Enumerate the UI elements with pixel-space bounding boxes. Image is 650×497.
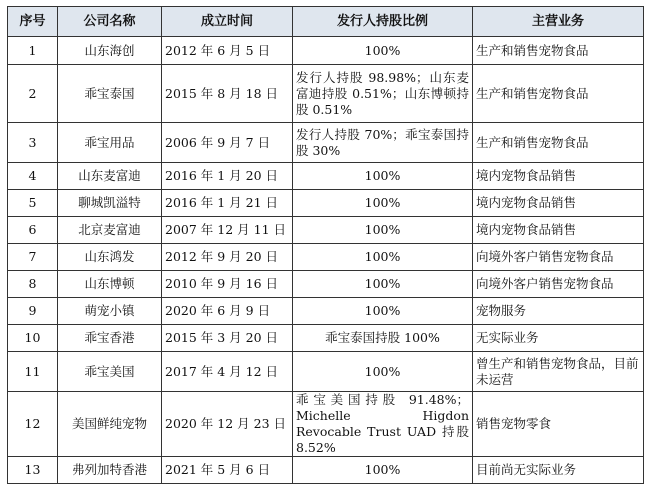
cell-main-business: 生产和销售宠物食品: [473, 37, 644, 65]
table-row: [8, 298, 644, 325]
cell-established-date: 2015 年 3 月 20 日: [162, 325, 293, 352]
cell-company-name: 弗列加特香港: [58, 457, 162, 484]
cell-shareholding: 100%: [293, 163, 473, 190]
table-row: [8, 65, 644, 123]
cell-shareholding: 100%: [293, 190, 473, 217]
cell-company-name: 乖宝用品: [58, 123, 162, 163]
cell-shareholding: 100%: [293, 244, 473, 271]
cell-shareholding: 100%: [293, 352, 473, 392]
table-row: [8, 457, 644, 484]
cell-company-name: 美国鲜纯宠物: [58, 392, 162, 457]
cell-no: 7: [8, 244, 58, 271]
cell-no: 12: [8, 392, 58, 457]
cell-main-business: 向境外客户销售宠物食品: [473, 244, 644, 271]
cell-no: 3: [8, 123, 58, 163]
cell-main-business: 境内宠物食品销售: [473, 217, 644, 244]
cell-main-business: 曾生产和销售宠物食品，目前未运营: [473, 352, 644, 392]
cell-no: 13: [8, 457, 58, 484]
cell-established-date: 2016 年 1 月 20 日: [162, 163, 293, 190]
cell-no: 10: [8, 325, 58, 352]
table-row: [8, 163, 644, 190]
cell-main-business: 向境外客户销售宠物食品: [473, 271, 644, 298]
cell-main-business: 目前尚无实际业务: [473, 457, 644, 484]
cell-main-business: 生产和销售宠物食品: [473, 123, 644, 163]
cell-no: 11: [8, 352, 58, 392]
cell-main-business: 宠物服务: [473, 298, 644, 325]
cell-company-name: 山东海创: [58, 37, 162, 65]
table-row: [8, 37, 644, 65]
table-row: [8, 217, 644, 244]
header-no: 序号: [8, 7, 58, 37]
cell-established-date: 2012 年 6 月 5 日: [162, 37, 293, 65]
cell-established-date: 2020 年 6 月 9 日: [162, 298, 293, 325]
cell-main-business: 无实际业务: [473, 325, 644, 352]
cell-company-name: 萌宠小镇: [58, 298, 162, 325]
cell-no: 9: [8, 298, 58, 325]
cell-main-business: 生产和销售宠物食品: [473, 65, 644, 123]
table-row: [8, 392, 644, 457]
cell-established-date: 2017 年 4 月 12 日: [162, 352, 293, 392]
table-row: [8, 244, 644, 271]
cell-established-date: 2010 年 9 月 16 日: [162, 271, 293, 298]
subsidiary-table: [7, 6, 644, 484]
cell-established-date: 2012 年 9 月 20 日: [162, 244, 293, 271]
cell-main-business: 销售宠物零食: [473, 392, 644, 457]
table-row: [8, 271, 644, 298]
cell-shareholding: 发行人持股 70%；乖宝泰国持股 30%: [293, 123, 473, 163]
header-main-business: 主营业务: [473, 7, 644, 37]
cell-company-name: 山东博顿: [58, 271, 162, 298]
header-company-name: 公司名称: [58, 7, 162, 37]
cell-shareholding: 乖宝美国持股 91.48%；Michelle Higdon Revocable Trust UAD 持股 8.52%: [293, 392, 473, 457]
cell-company-name: 聊城凯溢特: [58, 190, 162, 217]
cell-no: 8: [8, 271, 58, 298]
cell-established-date: 2016 年 1 月 21 日: [162, 190, 293, 217]
subsidiary-table-container: [7, 6, 644, 484]
table-row: [8, 352, 644, 392]
cell-established-date: 2006 年 9 月 7 日: [162, 123, 293, 163]
cell-main-business: 境内宠物食品销售: [473, 163, 644, 190]
cell-established-date: 2007 年 12 月 11 日: [162, 217, 293, 244]
cell-no: 1: [8, 37, 58, 65]
cell-company-name: 乖宝香港: [58, 325, 162, 352]
cell-shareholding: 发行人持股 98.98%；山东麦富迪持股 0.51%；山东博顿持股 0.51%: [293, 65, 473, 123]
header-shareholding: 发行人持股比例: [293, 7, 473, 37]
cell-shareholding: 100%: [293, 271, 473, 298]
cell-no: 5: [8, 190, 58, 217]
cell-established-date: 2015 年 8 月 18 日: [162, 65, 293, 123]
header-row: [8, 7, 644, 37]
cell-shareholding: 100%: [293, 37, 473, 65]
table-row: [8, 325, 644, 352]
cell-main-business: 境内宠物食品销售: [473, 190, 644, 217]
cell-no: 6: [8, 217, 58, 244]
cell-shareholding: 100%: [293, 298, 473, 325]
cell-shareholding: 乖宝泰国持股 100%: [293, 325, 473, 352]
cell-company-name: 乖宝泰国: [58, 65, 162, 123]
cell-company-name: 乖宝美国: [58, 352, 162, 392]
cell-established-date: 2021 年 5 月 6 日: [162, 457, 293, 484]
cell-company-name: 山东鸿发: [58, 244, 162, 271]
cell-established-date: 2020 年 12 月 23 日: [162, 392, 293, 457]
header-established-date: 成立时间: [162, 7, 293, 37]
table-row: [8, 123, 644, 163]
table-row: [8, 190, 644, 217]
cell-no: 2: [8, 65, 58, 123]
cell-company-name: 北京麦富迪: [58, 217, 162, 244]
cell-no: 4: [8, 163, 58, 190]
cell-shareholding: 100%: [293, 217, 473, 244]
cell-shareholding: 100%: [293, 457, 473, 484]
cell-company-name: 山东麦富迪: [58, 163, 162, 190]
